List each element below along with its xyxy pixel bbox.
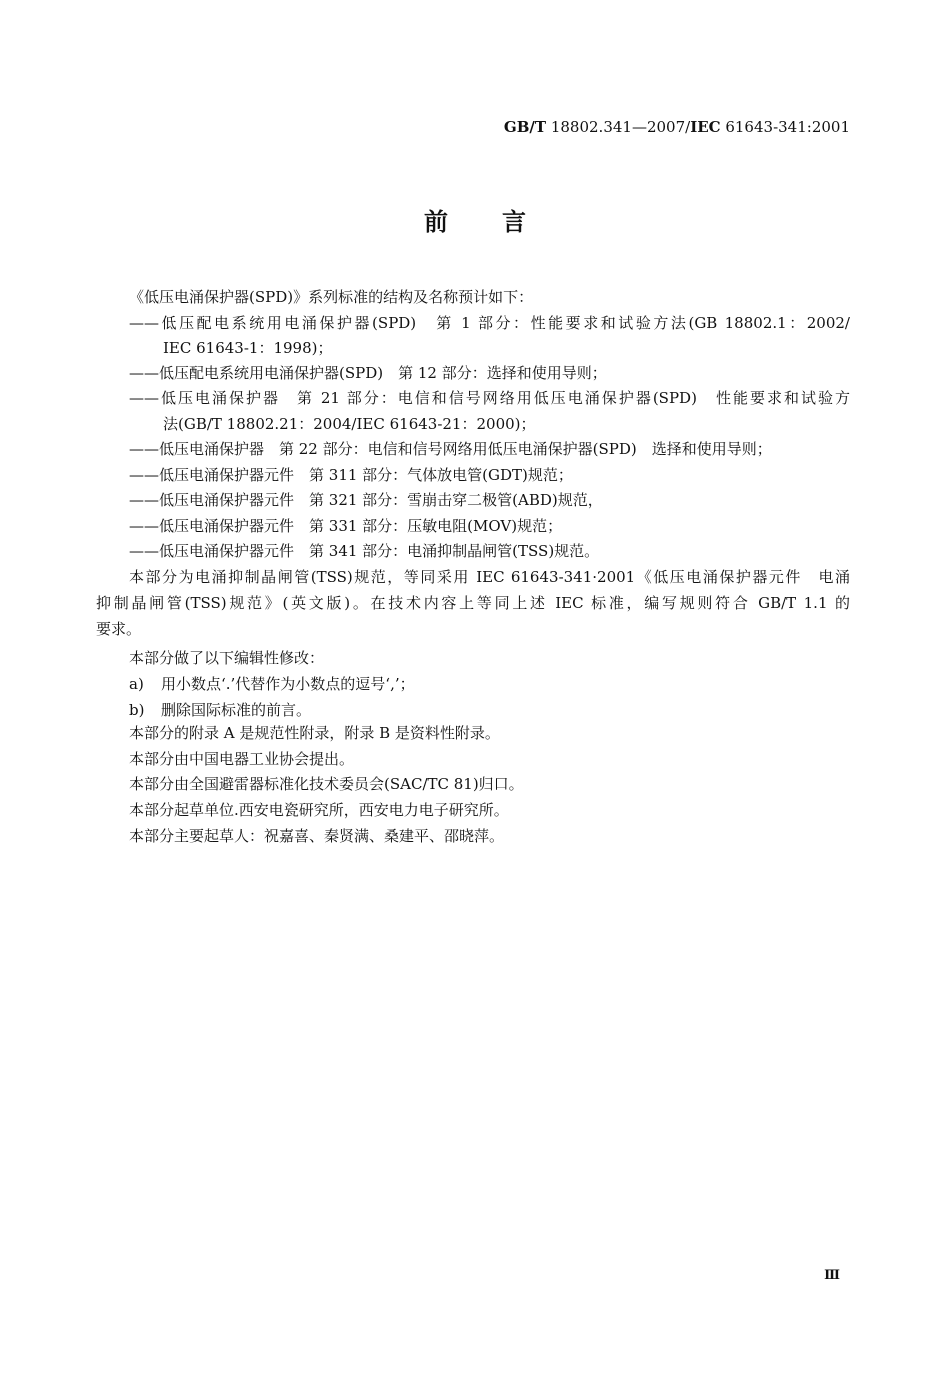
series-item-6: ——低压电涌保护器元件 第 321 部分：雪崩击穿二极管(ABD)规范，	[129, 491, 603, 509]
edit-item-a	[129, 673, 415, 695]
drafters-statement: 本部分主要起草人：祝嘉喜、秦贤满、桑建平、邵晓萍。	[129, 827, 505, 845]
page-number: Ⅲ	[824, 1268, 840, 1283]
edit-item-text: 删除国际标准的前言。	[161, 701, 312, 719]
series-item-5: ——低压电涌保护器元件 第 311 部分：气体放电管(GDT)规范；	[129, 466, 573, 484]
proposer-statement: 本部分由中国电器工业协会提出。	[129, 750, 355, 768]
intro-paragraph: 《低压电涌保护器(SPD)》系列标准的结构及名称预计如下：	[129, 288, 534, 306]
series-item-3-line-2: 法(GB/T 18802.21：2004/IEC 61643-21：2000)；	[163, 415, 536, 433]
series-item-1-line-2: IEC 61643-1：1998)；	[163, 339, 333, 357]
edit-item-marker: b)	[129, 701, 145, 719]
series-item-3-line-1: ——低压电涌保护器 第 21 部分：电信和信号网络用低压电涌保护器(SPD) 性能要求和试验方	[129, 389, 850, 407]
series-item-8: ——低压电涌保护器元件 第 341 部分：电涌抑制晶闸管(TSS)规范。	[129, 542, 600, 560]
standard-code-main: 18802.341—2007/	[546, 118, 691, 136]
edit-item-text: 用小数点‘.’代替作为小数点的逗号‘,’；	[161, 675, 415, 693]
series-item-2: ——低压配电系统用电涌保护器(SPD) 第 12 部分：选择和使用导则；	[129, 364, 607, 382]
edits-intro: 本部分做了以下编辑性修改：	[129, 649, 325, 667]
series-item-4: ——低压电涌保护器 第 22 部分：电信和信号网络用低压电涌保护器(SPD) 选择和使用导则；	[129, 440, 772, 458]
edit-item-marker: a)	[129, 675, 144, 693]
annex-statement: 本部分的附录 A 是规范性附录，附录 B 是资料性附录。	[129, 724, 500, 742]
adoption-paragraph-line-1: 本部分为电涌抑制晶闸管(TSS)规范，等同采用 IEC 61643-341·2001《低压电涌保护器元件 电涌	[129, 568, 850, 586]
standard-code-header	[504, 118, 850, 136]
edit-item-b	[129, 699, 311, 721]
standard-iec-label: IEC	[690, 118, 721, 136]
standard-prefix: GB/T	[503, 118, 547, 136]
standard-iec-rest: 61643-341:2001	[720, 118, 850, 136]
page-title: 前言	[424, 207, 580, 236]
adoption-paragraph-line-3: 要求。	[96, 620, 142, 638]
series-item-7: ——低压电涌保护器元件 第 331 部分：压敏电阻(MOV)规范；	[129, 517, 563, 535]
adoption-paragraph-line-2: 抑制晶闸管(TSS)规范》(英文版)。在技术内容上等同上述 IEC 标准，编写规则符合 GB/T 1.1 的	[96, 594, 850, 612]
series-item-1-line-1: ——低压配电系统用电涌保护器(SPD) 第 1 部分：性能要求和试验方法(GB 18802.1：2002/	[129, 314, 850, 332]
drafting-units-statement: 本部分起草单位.西安电瓷研究所，西安电力电子研究所。	[129, 801, 509, 819]
committee-statement: 本部分由全国避雷器标准化技术委员会(SAC/TC 81)归口。	[129, 775, 524, 793]
